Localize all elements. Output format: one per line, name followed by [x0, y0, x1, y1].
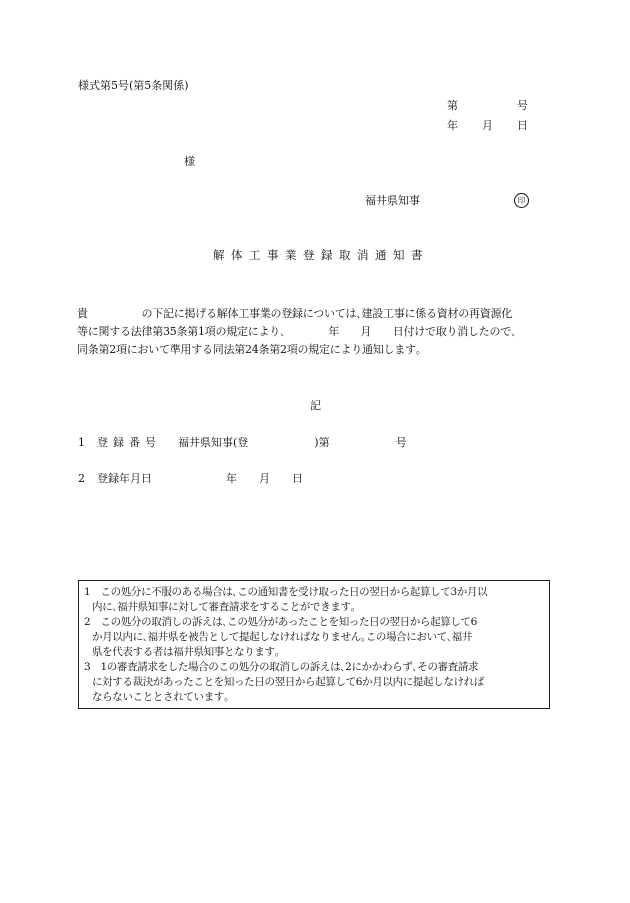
- notice-line: 3 1の審査請求をした場合のこの処分の取消しの訴えは､2にかかわらず､その審査請求: [84, 661, 479, 673]
- date-month-label: 月: [482, 119, 493, 132]
- document-title: 解体工事業登録取消通知書: [213, 248, 429, 262]
- notice-line: 内に､福井県知事に対して審査請求をすることができます｡: [92, 601, 356, 613]
- notice-line: ならないこととされています｡: [92, 691, 229, 703]
- item-value-registration-date: 年 月 日: [226, 472, 303, 485]
- notice-line: に対する裁決があったことを知った日の翌日から起算して6か月以内に提起しなければ: [92, 676, 484, 688]
- item-value-registration-number: 福井県知事(登 )第 号: [178, 436, 407, 449]
- doc-number-suffix: 号: [517, 99, 528, 112]
- item-label-registration-date: 登録年月日: [97, 472, 152, 485]
- doc-number-prefix: 第: [447, 99, 458, 112]
- item-label-registration-number: 登録番号: [97, 436, 161, 449]
- notice-line: か月以内に､福井県を被告として提起しなければなりません｡この場合において､福井: [92, 631, 473, 643]
- notice-line: 1 この処分に不服のある場合は､この通知書を受け取った日の翌日から起算して3か月以: [84, 586, 488, 598]
- body-line: 貴 の下記に掲げる解体工事業の登録については､建設工事に係る資材の再資源化: [77, 307, 513, 320]
- issuer-name: 福井県知事: [365, 194, 420, 207]
- item-number: 1: [78, 436, 85, 449]
- item-number: 2: [78, 472, 85, 485]
- seal-icon: 印: [514, 193, 529, 208]
- body-line: 等に関する法律第35条第1項の規定により､ 年 月 日付けで取り消したので､: [77, 325, 517, 338]
- notice-line: 2 この処分の取消しの訴えは､この処分があったことを知った日の翌日から起算して6: [84, 616, 478, 628]
- notice-line: 県を代表する者は福井県知事となります｡: [92, 646, 280, 658]
- body-line: 同条第2項において準用する同法第24条第2項の規定により通知します｡: [77, 343, 421, 356]
- ki-heading: 記: [310, 399, 321, 412]
- appeal-notice-box: [78, 580, 550, 709]
- date-day-label: 日: [517, 119, 528, 132]
- addressee-honorific: 様: [184, 155, 195, 168]
- date-year-label: 年: [447, 119, 458, 132]
- form-number-label: 様式第5号(第5条関係): [78, 79, 189, 92]
